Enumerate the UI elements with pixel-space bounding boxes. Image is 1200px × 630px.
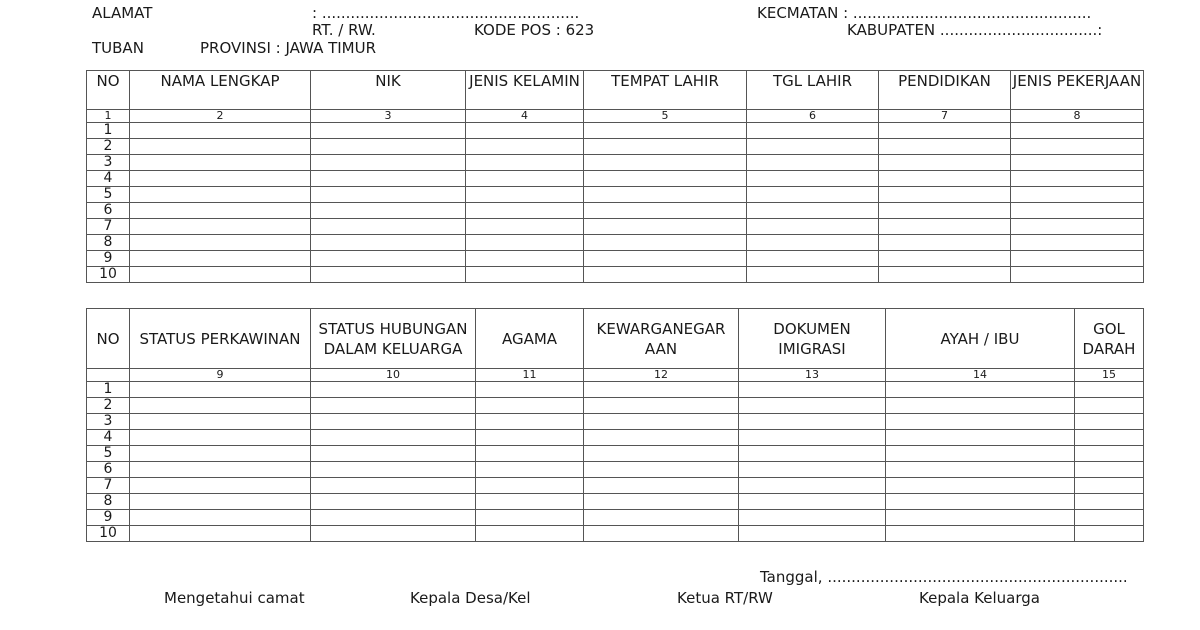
column-header: TEMPAT LAHIR (584, 71, 747, 110)
column-header: JENIS KELAMIN (466, 71, 584, 110)
table-cell[interactable] (311, 494, 476, 510)
table-cell[interactable] (1075, 430, 1144, 446)
provinsi-field: PROVINSI : JAWA TIMUR (200, 39, 377, 57)
table-cell[interactable] (466, 187, 584, 203)
table-cell[interactable] (879, 187, 1011, 203)
table-cell[interactable] (1075, 526, 1144, 542)
table-cell[interactable] (879, 235, 1011, 251)
table-cell[interactable] (747, 155, 879, 171)
table-row (87, 267, 1144, 283)
table-cell[interactable] (584, 155, 747, 171)
table-cell[interactable] (584, 510, 739, 526)
kabupaten-field: KABUPATEN .................................: (847, 21, 1103, 39)
table-cell[interactable] (1075, 414, 1144, 430)
row-number: 4 (87, 430, 130, 446)
alamat-value: : ...................................................... (312, 4, 580, 22)
table-cell[interactable] (466, 203, 584, 219)
column-number: 13 (739, 369, 886, 382)
signature-kepala-keluarga: Kepala Keluarga (919, 589, 1040, 607)
biodata-table-2 (86, 308, 1144, 542)
table-cell[interactable] (130, 139, 311, 155)
table-cell[interactable] (130, 510, 311, 526)
table-cell[interactable] (130, 398, 311, 414)
table-cell[interactable] (130, 462, 311, 478)
table-cell[interactable] (466, 251, 584, 267)
alamat-label: ALAMAT (92, 4, 153, 22)
table-cell[interactable] (584, 526, 739, 542)
row-number: 2 (87, 139, 130, 155)
table-cell[interactable] (879, 139, 1011, 155)
row-number: 5 (87, 446, 130, 462)
table-cell[interactable] (311, 414, 476, 430)
table-row (87, 446, 1144, 462)
table-row (87, 430, 1144, 446)
table-cell[interactable] (747, 187, 879, 203)
table-cell[interactable] (886, 382, 1075, 398)
table-row (87, 187, 1144, 203)
column-number: 11 (476, 369, 584, 382)
header-row (87, 71, 1144, 110)
table-cell[interactable] (130, 219, 311, 235)
table-cell[interactable] (466, 155, 584, 171)
column-header: KEWARGANEGAR AAN (584, 309, 739, 369)
column-number: 15 (1075, 369, 1144, 382)
column-header: NIK (311, 71, 466, 110)
table-cell[interactable] (584, 139, 747, 155)
column-number-row (87, 369, 1144, 382)
table-cell[interactable] (747, 267, 879, 283)
row-number: 3 (87, 414, 130, 430)
table-row (87, 462, 1144, 478)
row-number: 10 (87, 267, 130, 283)
table-cell[interactable] (584, 267, 747, 283)
table-cell[interactable] (476, 446, 584, 462)
table-cell[interactable] (584, 430, 739, 446)
table-cell[interactable] (1011, 235, 1144, 251)
table-cell[interactable] (130, 526, 311, 542)
rt-rw-field: RT. / RW. (312, 21, 376, 39)
table-cell[interactable] (747, 171, 879, 187)
kecamatan-field: KECMATAN : .................................................. (757, 4, 1092, 22)
table-row (87, 251, 1144, 267)
table-cell[interactable] (584, 219, 747, 235)
table-cell[interactable] (1075, 494, 1144, 510)
table-cell[interactable] (130, 171, 311, 187)
table-cell[interactable] (739, 494, 886, 510)
table-cell[interactable] (584, 446, 739, 462)
column-header: NO (87, 71, 130, 110)
table-cell[interactable] (879, 155, 1011, 171)
column-number: 5 (584, 110, 747, 123)
column-header: DOKUMEN IMIGRASI (739, 309, 886, 369)
column-header: JENIS PEKERJAAN (1011, 71, 1144, 110)
table-cell[interactable] (466, 139, 584, 155)
table-cell[interactable] (311, 446, 476, 462)
table-cell[interactable] (747, 123, 879, 139)
column-number: 14 (886, 369, 1075, 382)
table-cell[interactable] (1075, 398, 1144, 414)
table-cell[interactable] (1011, 171, 1144, 187)
table-cell[interactable] (476, 398, 584, 414)
table-cell[interactable] (1075, 382, 1144, 398)
table-cell[interactable] (886, 446, 1075, 462)
table-cell[interactable] (584, 382, 739, 398)
table-cell[interactable] (886, 526, 1075, 542)
table-row (87, 478, 1144, 494)
table-cell[interactable] (739, 478, 886, 494)
table-cell[interactable] (130, 187, 311, 203)
header-row (87, 309, 1144, 369)
column-number: 7 (879, 110, 1011, 123)
table-cell[interactable] (311, 398, 476, 414)
table-cell[interactable] (584, 123, 747, 139)
table-cell[interactable] (747, 219, 879, 235)
signature-camat: Mengetahui camat (164, 589, 305, 607)
table-cell[interactable] (739, 526, 886, 542)
table-cell[interactable] (1011, 251, 1144, 267)
table-cell[interactable] (1011, 139, 1144, 155)
table-cell[interactable] (886, 430, 1075, 446)
table-cell[interactable] (311, 187, 466, 203)
table-cell[interactable] (311, 251, 466, 267)
table-cell[interactable] (476, 526, 584, 542)
row-number: 9 (87, 510, 130, 526)
table-cell[interactable] (739, 510, 886, 526)
table-cell[interactable] (311, 203, 466, 219)
table-cell[interactable] (1075, 446, 1144, 462)
column-number: 1 (87, 110, 130, 123)
tuban-label: TUBAN (92, 39, 144, 57)
table-row (87, 123, 1144, 139)
column-number: 8 (1011, 110, 1144, 123)
column-number-row (87, 110, 1144, 123)
table-cell[interactable] (584, 187, 747, 203)
table-cell[interactable] (130, 155, 311, 171)
table-cell[interactable] (1075, 510, 1144, 526)
kode-pos-field: KODE POS : 623 (474, 21, 595, 39)
table-row (87, 414, 1144, 430)
row-number: 5 (87, 187, 130, 203)
table-cell[interactable] (886, 478, 1075, 494)
row-number: 1 (87, 123, 130, 139)
table-cell[interactable] (311, 123, 466, 139)
table-row (87, 171, 1144, 187)
table-row (87, 155, 1144, 171)
table-cell[interactable] (130, 235, 311, 251)
table-cell[interactable] (466, 171, 584, 187)
table-row (87, 235, 1144, 251)
table-cell[interactable] (130, 267, 311, 283)
column-header: STATUS HUBUNGAN DALAM KELUARGA (311, 309, 476, 369)
table-cell[interactable] (879, 123, 1011, 139)
row-number: 1 (87, 382, 130, 398)
table-cell[interactable] (476, 414, 584, 430)
table-cell[interactable] (747, 235, 879, 251)
column-header: PENDIDIKAN (879, 71, 1011, 110)
table-cell[interactable] (130, 414, 311, 430)
table-cell[interactable] (130, 478, 311, 494)
table-cell[interactable] (130, 446, 311, 462)
table-cell[interactable] (1011, 267, 1144, 283)
table-cell[interactable] (476, 494, 584, 510)
table-cell[interactable] (1011, 219, 1144, 235)
column-header: AYAH / IBU (886, 309, 1075, 369)
table-cell[interactable] (1011, 187, 1144, 203)
table-cell[interactable] (886, 462, 1075, 478)
table-cell[interactable] (466, 235, 584, 251)
table-cell[interactable] (311, 478, 476, 494)
column-header: TGL LAHIR (747, 71, 879, 110)
column-header: GOL DARAH (1075, 309, 1144, 369)
table-cell[interactable] (476, 462, 584, 478)
table-row (87, 382, 1144, 398)
table-cell[interactable] (1011, 123, 1144, 139)
table-cell[interactable] (886, 494, 1075, 510)
signature-kepala-desa: Kepala Desa/Kel (410, 589, 531, 607)
row-number: 6 (87, 203, 130, 219)
table-cell[interactable] (311, 430, 476, 446)
row-number: 6 (87, 462, 130, 478)
table-row (87, 219, 1144, 235)
table-cell[interactable] (584, 171, 747, 187)
table-cell[interactable] (311, 510, 476, 526)
table-cell[interactable] (886, 510, 1075, 526)
column-header: NAMA LENGKAP (130, 71, 311, 110)
table-cell[interactable] (476, 430, 584, 446)
table-row (87, 494, 1144, 510)
column-number (87, 369, 130, 382)
table-cell[interactable] (879, 219, 1011, 235)
table-cell[interactable] (879, 171, 1011, 187)
table-cell[interactable] (886, 414, 1075, 430)
table-cell[interactable] (747, 203, 879, 219)
table-cell[interactable] (747, 251, 879, 267)
table-cell[interactable] (311, 139, 466, 155)
table-cell[interactable] (584, 398, 739, 414)
table-cell[interactable] (584, 203, 747, 219)
column-number: 9 (130, 369, 311, 382)
table-cell[interactable] (466, 267, 584, 283)
table-cell[interactable] (584, 414, 739, 430)
table-cell[interactable] (1011, 155, 1144, 171)
table-cell[interactable] (739, 382, 886, 398)
table-row (87, 526, 1144, 542)
table-cell[interactable] (130, 382, 311, 398)
table-cell[interactable] (879, 251, 1011, 267)
table-cell[interactable] (311, 219, 466, 235)
table-cell[interactable] (739, 414, 886, 430)
column-header: NO (87, 309, 130, 369)
row-number: 9 (87, 251, 130, 267)
row-number: 10 (87, 526, 130, 542)
biodata-table-1 (86, 70, 1144, 283)
table-cell[interactable] (311, 267, 466, 283)
column-number: 4 (466, 110, 584, 123)
table-row (87, 398, 1144, 414)
row-number: 2 (87, 398, 130, 414)
table-cell[interactable] (1075, 462, 1144, 478)
row-number: 3 (87, 155, 130, 171)
column-number: 6 (747, 110, 879, 123)
table-cell[interactable] (584, 462, 739, 478)
signature-ketua-rt-rw: Ketua RT/RW (677, 589, 773, 607)
table-cell[interactable] (739, 462, 886, 478)
table-cell[interactable] (747, 139, 879, 155)
table-cell[interactable] (466, 219, 584, 235)
column-number: 3 (311, 110, 466, 123)
row-number: 8 (87, 494, 130, 510)
table-cell[interactable] (739, 446, 886, 462)
table-cell[interactable] (130, 203, 311, 219)
table-cell[interactable] (476, 382, 584, 398)
column-header: AGAMA (476, 309, 584, 369)
table-cell[interactable] (130, 430, 311, 446)
table-cell[interactable] (311, 155, 466, 171)
table-cell[interactable] (466, 123, 584, 139)
table-cell[interactable] (476, 510, 584, 526)
table-row (87, 203, 1144, 219)
table-cell[interactable] (879, 267, 1011, 283)
row-number: 7 (87, 219, 130, 235)
table-cell[interactable] (1011, 203, 1144, 219)
table-cell[interactable] (311, 462, 476, 478)
table-cell[interactable] (130, 123, 311, 139)
table-cell[interactable] (311, 171, 466, 187)
row-number: 8 (87, 235, 130, 251)
row-number: 7 (87, 478, 130, 494)
table-cell[interactable] (879, 203, 1011, 219)
table-cell[interactable] (311, 235, 466, 251)
table-cell[interactable] (584, 478, 739, 494)
table-row (87, 510, 1144, 526)
table-cell[interactable] (584, 235, 747, 251)
table-cell[interactable] (311, 382, 476, 398)
row-number: 4 (87, 171, 130, 187)
column-header: STATUS PERKAWINAN (130, 309, 311, 369)
column-number: 12 (584, 369, 739, 382)
table-cell[interactable] (130, 494, 311, 510)
column-number: 10 (311, 369, 476, 382)
table-cell[interactable] (584, 494, 739, 510)
table-cell[interactable] (311, 526, 476, 542)
table-cell[interactable] (739, 430, 886, 446)
table-cell[interactable] (1075, 478, 1144, 494)
table-cell[interactable] (476, 478, 584, 494)
table-cell[interactable] (130, 251, 311, 267)
tanggal-field: Tanggal, ............................................................... (760, 568, 1128, 586)
table-cell[interactable] (739, 398, 886, 414)
table-cell[interactable] (886, 398, 1075, 414)
table-cell[interactable] (584, 251, 747, 267)
column-number: 2 (130, 110, 311, 123)
table-row (87, 139, 1144, 155)
